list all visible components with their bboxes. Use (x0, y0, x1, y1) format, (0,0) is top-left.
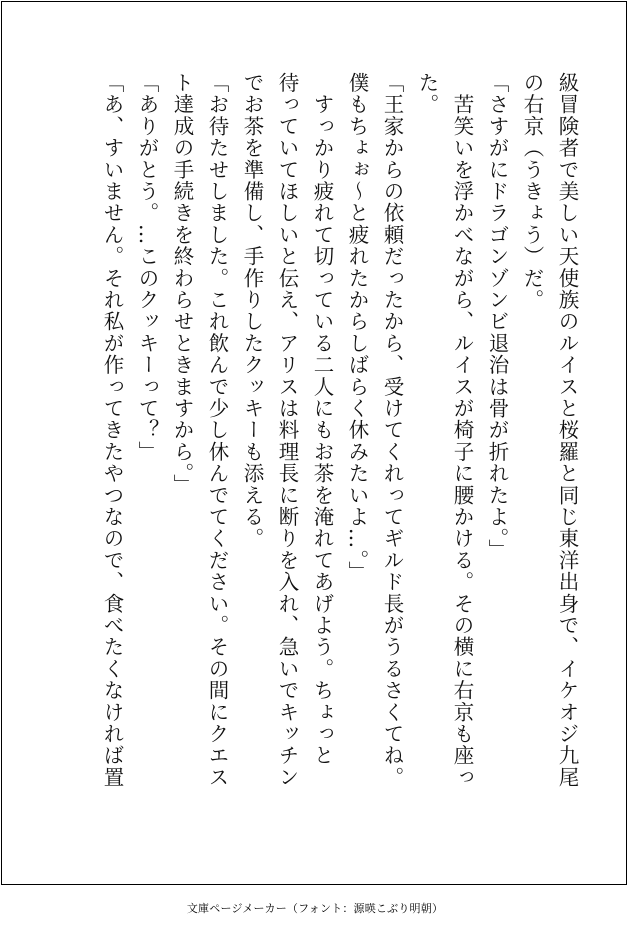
footer-credit: 文庫ページメーカー（フォント：源暎こぶり明朝） (186, 902, 444, 915)
text-line: 苦笑いを浮かべながら、ルイスが椅子に腰かける。その横に右京も座っ (450, 72, 474, 789)
text-line: 僕もちょぉ〜と疲れたからしばらく休みたいよ…。」 (345, 72, 369, 583)
text-line: た。 (415, 72, 439, 116)
text-line: ト達成の手続きを終わらせときますから。」 (170, 72, 194, 496)
text-line: 「さすがにドラゴンゾンビ退治は骨が折れたよ。」 (485, 72, 509, 561)
text-line: 待っていてほしいと伝え、アリスは料理長に断りを入れ、急いでキッチン (275, 72, 299, 789)
text-line: 「お待たせしました。これ飲んで少し休んでてください。その間にクエス (205, 72, 229, 789)
text-line: 「王家からの依頼だったから、受けてくれってギルド長がうるさくてね。 (380, 72, 404, 789)
text-line: 「ありがとう。…このクッキーって？」 (135, 72, 159, 463)
page-frame (1, 1, 627, 885)
text-line: 級冒険者で美しい天使族のルイスと桜羅と同じ東洋出身で、イケオジ九尾 (555, 72, 579, 789)
vertical-text-body (94, 72, 584, 812)
text-line: すっかり疲れて切っている二人にもお茶を淹れてあげよう。ちょっと (310, 72, 334, 767)
text-line: の右京（うきょう）だ。 (520, 72, 544, 311)
text-line: 「あ、すいません。それ私が作ってきたやつなので、食べたくなければ置 (100, 72, 124, 789)
text-line: でお茶を準備し、手作りしたクッキーも添える。 (240, 72, 264, 550)
